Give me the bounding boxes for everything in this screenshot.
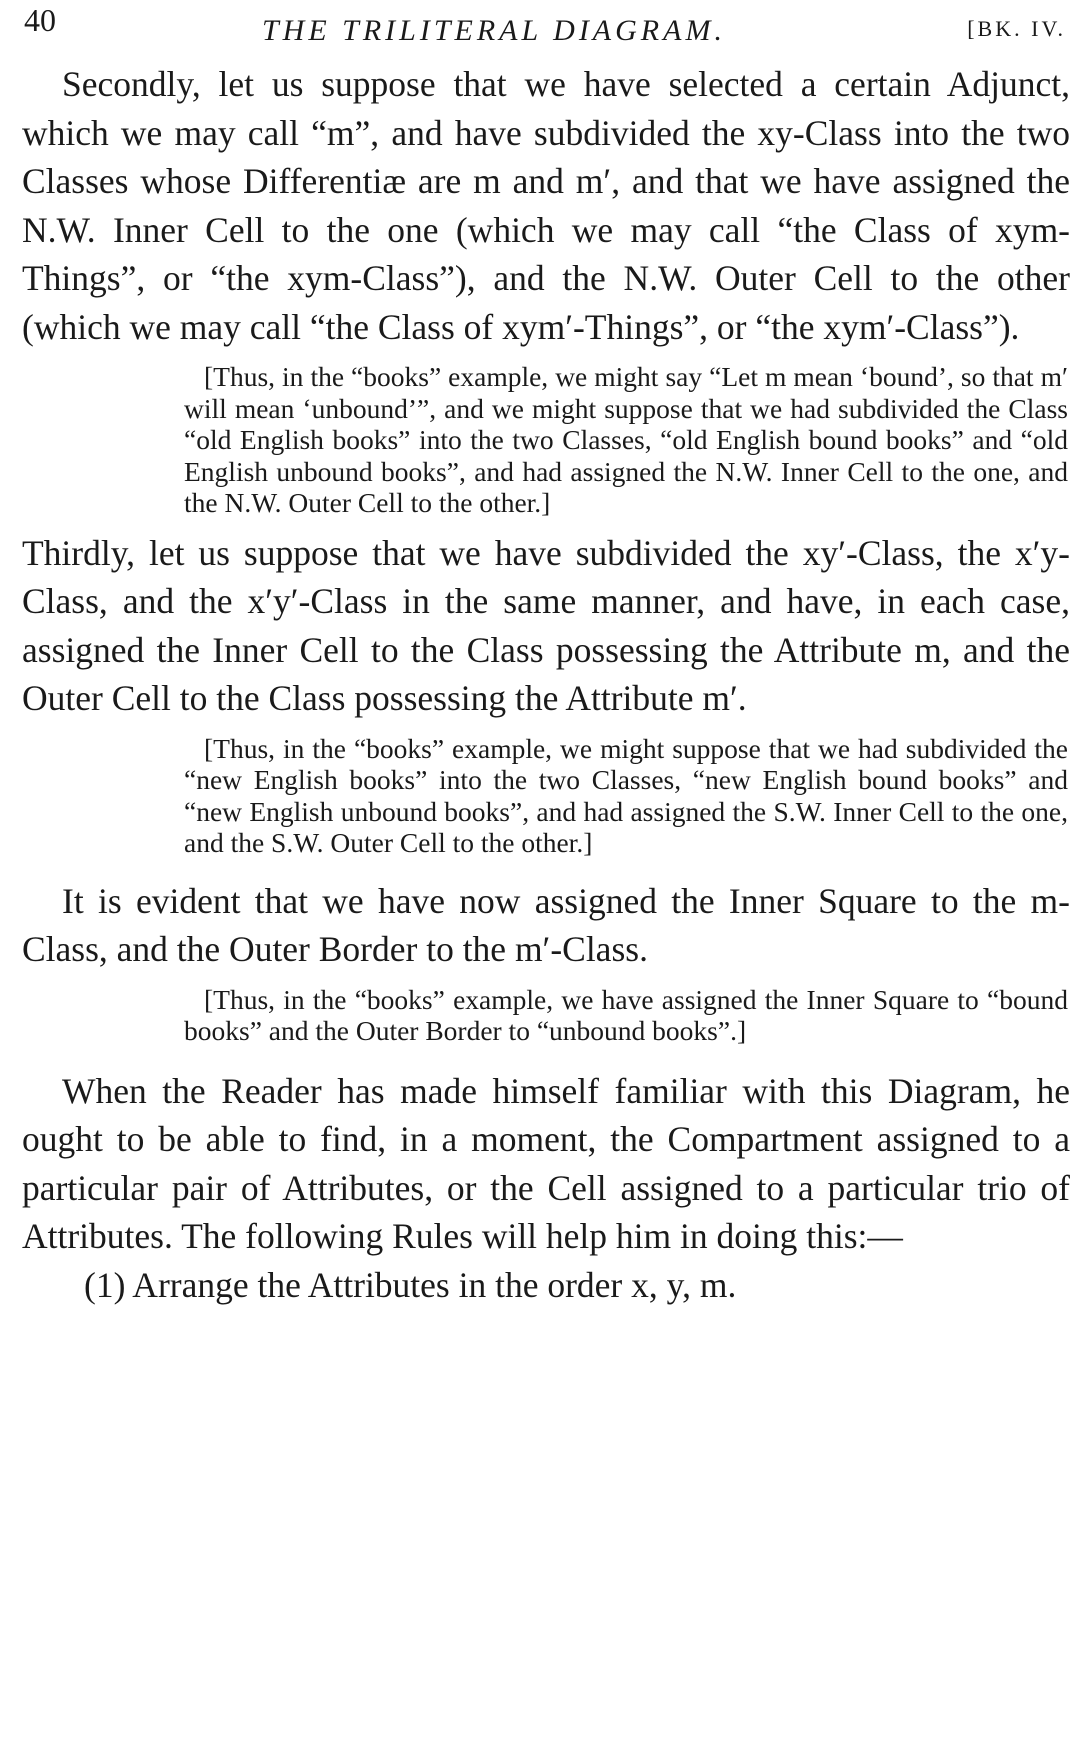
paragraph-thirdly: Thirdly, let us suppose that we have subdivided the xy′-Class, the x′y-Class, and the x′y′-Class in the same manner, and have, in each case, assigned the Inner Cell to the Class possessing the Attribute m, and the Outer Cell to the Class possessing the Attribute m′. bbox=[22, 532, 1070, 718]
note-books-new: [Thus, in the “books” example, we might suppose that we had subdivided the “new English books” into the two Classes, “new English bound books” and “new English unbound books”, and had assigned the S.W. Inner Cell to the one, and the S.W. Outer Cell to the other.] bbox=[184, 732, 1068, 858]
paragraph-inner-square: It is evident that we have now assigned the Inner Square to the m-Class, and the Outer Border to the m′-Class. bbox=[22, 880, 1070, 969]
paragraph-rules-intro: When the Reader has made himself familiar with this Diagram, he ought to be able to find, in a moment, the Compartment assigned to a particular pair of Attributes, or the Cell assigned to a particular trio of Attributes. The following Rules will help him in doing this:— bbox=[22, 1070, 1070, 1256]
running-title: THE TRILITERAL DIAGRAM. bbox=[262, 14, 726, 47]
book-reference: [BK. IV. bbox=[967, 16, 1066, 41]
rule-item-1: (1) Arrange the Attributes in the order x, y, m. bbox=[84, 1264, 737, 1305]
book-page bbox=[22, 0, 1070, 1761]
page-header bbox=[22, 0, 1070, 60]
paragraph-secondly: Secondly, let us suppose that we have selected a certain Adjunct, which we may call “m”, and have subdivided the xy-Class into the two Classes whose Differentiæ are m and m′, and that we have assigned the N.W. Inner Cell to the one (which we may call “the Class of xym-Things”, or “the xym-Class”), and the N.W. Outer Cell to the other (which we may call “the Class of xym′-Things”, or “the xym′-Class”). bbox=[22, 64, 1070, 347]
page-number: 40 bbox=[24, 2, 56, 38]
note-books-bound: [Thus, in the “books” example, we might say “Let m mean ‘bound’, so that m′ will mean ‘unbound’”, and we might suppose that we had subdivided the Class “old English books” into the two Classes, “old English bound books” and “old English unbound books”, and had assigned the N.W. Inner Cell to the one, and the N.W. Outer Cell to the other.] bbox=[184, 361, 1068, 518]
note-books-inner-square: [Thus, in the “books” example, we have assigned the Inner Square to “bound books” and the Outer Border to “unbound books”.] bbox=[184, 983, 1068, 1046]
